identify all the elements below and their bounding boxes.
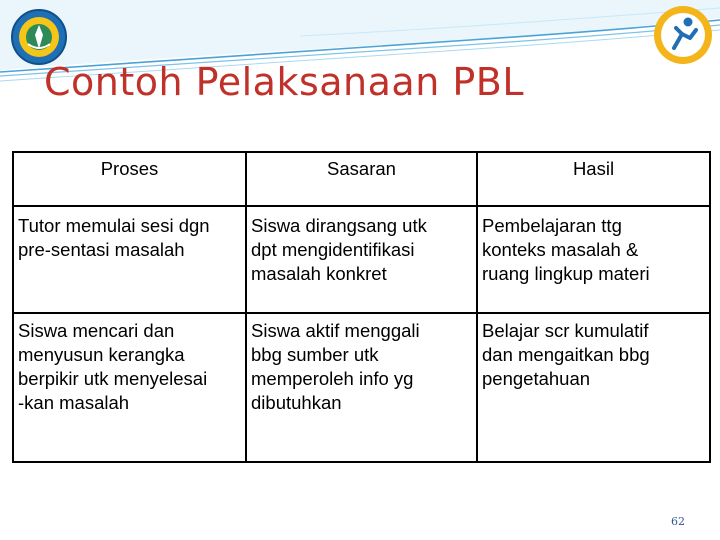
cell-line: dibutuhkan	[251, 392, 342, 413]
cell-line: pre-sentasi masalah	[18, 239, 185, 260]
cell-line: pengetahuan	[482, 368, 591, 389]
cell-line: bbg sumber utk	[251, 344, 379, 365]
cell-line: berpikir utk menyelesai	[18, 368, 208, 389]
cell-hasil	[477, 206, 710, 313]
cell-sasaran	[246, 206, 477, 313]
cell-proses	[13, 206, 246, 313]
table-header-row	[13, 152, 710, 206]
header-sasaran: Sasaran	[246, 152, 477, 206]
slide-title: Contoh Pelaksanaan PBL	[44, 60, 525, 104]
cell-line: dan mengaitkan bbg	[482, 344, 650, 365]
header-proses: Proses	[13, 152, 246, 206]
pbl-example-table	[12, 151, 711, 463]
cell-line: menyusun kerangka	[18, 344, 185, 365]
cell-line: ruang lingkup materi	[482, 263, 650, 284]
cell-line: Belajar scr kumulatif	[482, 320, 649, 341]
cell-line: Tutor memulai sesi dgn	[18, 215, 210, 236]
kurikulum-2013-logo	[652, 4, 714, 66]
cell-line: Siswa dirangsang utk	[251, 215, 427, 236]
cell-line: Siswa aktif menggali	[251, 320, 420, 341]
ministry-emblem-logo	[10, 8, 68, 66]
cell-line: masalah konkret	[251, 263, 387, 284]
cell-proses	[13, 313, 246, 462]
table-row	[13, 313, 710, 462]
cell-line: konteks masalah &	[482, 239, 639, 260]
cell-line: Pembelajaran ttg	[482, 215, 622, 236]
cell-line: dpt mengidentifikasi	[251, 239, 415, 260]
cell-line: memperoleh info yg	[251, 368, 414, 389]
cell-line: Siswa mencari dan	[18, 320, 175, 341]
cell-hasil	[477, 313, 710, 462]
cell-line: -kan masalah	[18, 392, 130, 413]
table-row	[13, 206, 710, 313]
header-hasil: Hasil	[477, 152, 710, 206]
page-number: 62	[671, 515, 685, 528]
cell-sasaran	[246, 313, 477, 462]
